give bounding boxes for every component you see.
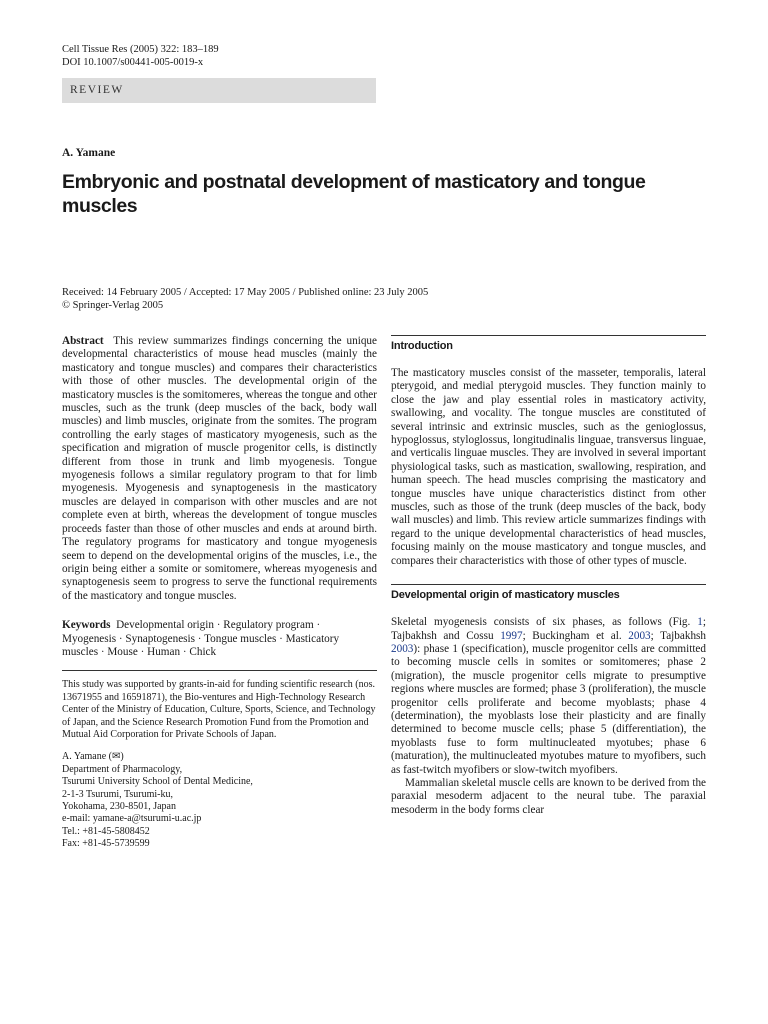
introduction-heading: Introduction bbox=[391, 340, 453, 352]
left-column bbox=[62, 335, 377, 851]
text-run: ; Tajbakhsh bbox=[650, 629, 706, 642]
author-name: A. Yamane bbox=[62, 147, 116, 159]
developmental-heading: Developmental origin of masticatory muscles bbox=[391, 589, 620, 602]
abstract-text: This review summarizes findings concerning the unique developmental characteristics of mouse head muscles (mainly the masticatory and tongue muscles) and compares their characteristics with those of other muscles. The developmental origin of the masticatory muscles is the somitomeres, whereas the tongue and other muscles, such as the trunk (deep muscles of the back, body wall muscles) and limb muscles, originate from the somites. The program controlling the early stages of masticatory myogenesis, such as the specification and migration of muscle progenitor cells, is distinctly different from those in trunk and limb myogenesis. Tongue myogenesis follows a similar regulatory program to that for limb myogenesis. Myogenesis and synaptogenesis in the masticatory muscles are delayed in comparison with other muscles and are not complete even at birth, whereas the development of tongue muscles proceeds faster than those of other muscles and ends at around birth. The regulatory programs for masticatory and tongue myogenesis seem to depend on the developmental origins of the muscles, i.e., the origin being either a somite or somitomere, whereas myogenesis and synaptogenesis seem to progress to serve the functional requirements of the masticatory and tongue muscles. bbox=[62, 335, 377, 602]
journal-citation bbox=[62, 43, 219, 69]
article-type-banner: REVIEW bbox=[62, 78, 376, 103]
section-rule bbox=[391, 335, 706, 336]
city: Yokohama, 230-8501, Japan bbox=[62, 801, 176, 812]
received-dates: Received: 14 February 2005 / Accepted: 17 May 2005 / Published online: 23 July 2005 bbox=[62, 287, 429, 298]
copyright-line: © Springer-Verlag 2005 bbox=[62, 300, 164, 311]
telephone: Tel.: +81-45-5808452 bbox=[62, 825, 150, 837]
keywords-label: Keywords bbox=[62, 619, 111, 632]
developmental-section bbox=[391, 584, 706, 817]
text-run: Skeletal myogenesis consists of six phases, as follows (Fig. bbox=[391, 616, 698, 629]
journal-volume-line: Cell Tissue Res (2005) 322: 183–189 bbox=[62, 44, 219, 55]
correspondence-address bbox=[62, 751, 377, 850]
reference-link[interactable]: 2003 bbox=[628, 629, 651, 642]
introduction-text: The masticatory muscles consist of the masseter, temporalis, lateral pterygoid, and medial pterygoid muscles. They function mainly to close the jaw and play essential roles in masticatory activity, swallowing, and vocality. The tongue muscles are constituted of several intrinsic and extrinsic muscles, such as the genioglossus, hypoglossus, styloglossus, longitudinalis linguae, transversus linguae, and verticalis linguae muscles. They are involved in several important physiological tasks, such as mastication, swallowing, respiration, and human speech. The head muscles comprising the masticatory and tongue muscles have unique characteristics distinct from other muscles, such as those of the trunk (deep muscles of the back, body wall muscles) and limb. This review article summarizes findings with regard to the unique developmental characteristics of head muscles, focusing mainly on the mouse masticatory and tongue muscles, and compares their characteristics with those of other types of muscle. bbox=[391, 367, 706, 567]
correspondent-name: A. Yamane (✉) bbox=[62, 751, 124, 763]
department: Department of Pharmacology, bbox=[62, 763, 183, 775]
email[interactable]: e-mail: yamane-a@tsurumi-u.ac.jp bbox=[62, 813, 202, 825]
doi-line: DOI 10.1007/s00441-005-0019-x bbox=[62, 57, 204, 68]
abstract bbox=[62, 335, 377, 603]
right-column bbox=[391, 335, 706, 817]
keywords bbox=[62, 619, 377, 659]
abstract-label: Abstract bbox=[62, 335, 104, 347]
keywords-text: Developmental origin · Regulatory program · Myogenesis · Synaptogenesis · Tongue muscles · Masticatory muscles · Mouse · Human · Chick bbox=[62, 619, 340, 658]
funding-note: This study was supported by grants-in-aid for funding scientific research (nos. 13671955 and 16591871), the Bio-ventures and High-Technology Research Center of the Ministry of Education, Culture, Sports, Science, and Technology of Japan, and the Science Research Promotion Fund from the Promotion and Mutual Aid Corporation for Private Schools of Japan. bbox=[62, 679, 376, 740]
text-run: ; Tajbakhsh and Cossu bbox=[391, 616, 706, 642]
figure-link[interactable]: 1 bbox=[697, 616, 703, 629]
street: 2-1-3 Tsurumi, Tsurumi-ku, bbox=[62, 788, 174, 800]
reference-link[interactable]: 1997 bbox=[500, 629, 523, 642]
developmental-paragraph-2: Mammalian skeletal muscle cells are known to be derived from the paraxial mesoderm adjacent to the neural tube. The paraxial mesoderm in the body forms clear bbox=[391, 776, 706, 816]
developmental-paragraph-1 bbox=[391, 616, 706, 777]
publication-history bbox=[62, 286, 428, 312]
footnote-divider bbox=[62, 670, 377, 671]
reference-link[interactable]: 2003 bbox=[391, 642, 414, 655]
text-run: ): phase 1 (specification), muscle progenitor cells are committed to becoming muscle cells in somites or somitomeres; phase 2 (migration), the muscle progenitor cells migrate to presumptive regions where muscles are formed; phase 3 (proliferation), the muscle progenitor cells proliferate and become myoblasts; phase 4 (determination), the myoblasts lose their plasticity and are finally determined to become muscle cells; phase 5 (differentiation), the myoblasts fuse to form multinucleated myotubes; phase 6 (maturation), the multinucleated myotubes mature to myofibers, such as fast-twitch myofibers or slow-twitch myofibers. bbox=[391, 642, 706, 776]
school: Tsurumi University School of Dental Medicine, bbox=[62, 776, 253, 788]
article-title: Embryonic and postnatal development of masticatory and tongue muscles bbox=[62, 171, 646, 217]
fax: Fax: +81-45-5739599 bbox=[62, 838, 150, 850]
text-run: ; Buckingham et al. bbox=[522, 629, 629, 642]
section-rule bbox=[391, 584, 706, 585]
